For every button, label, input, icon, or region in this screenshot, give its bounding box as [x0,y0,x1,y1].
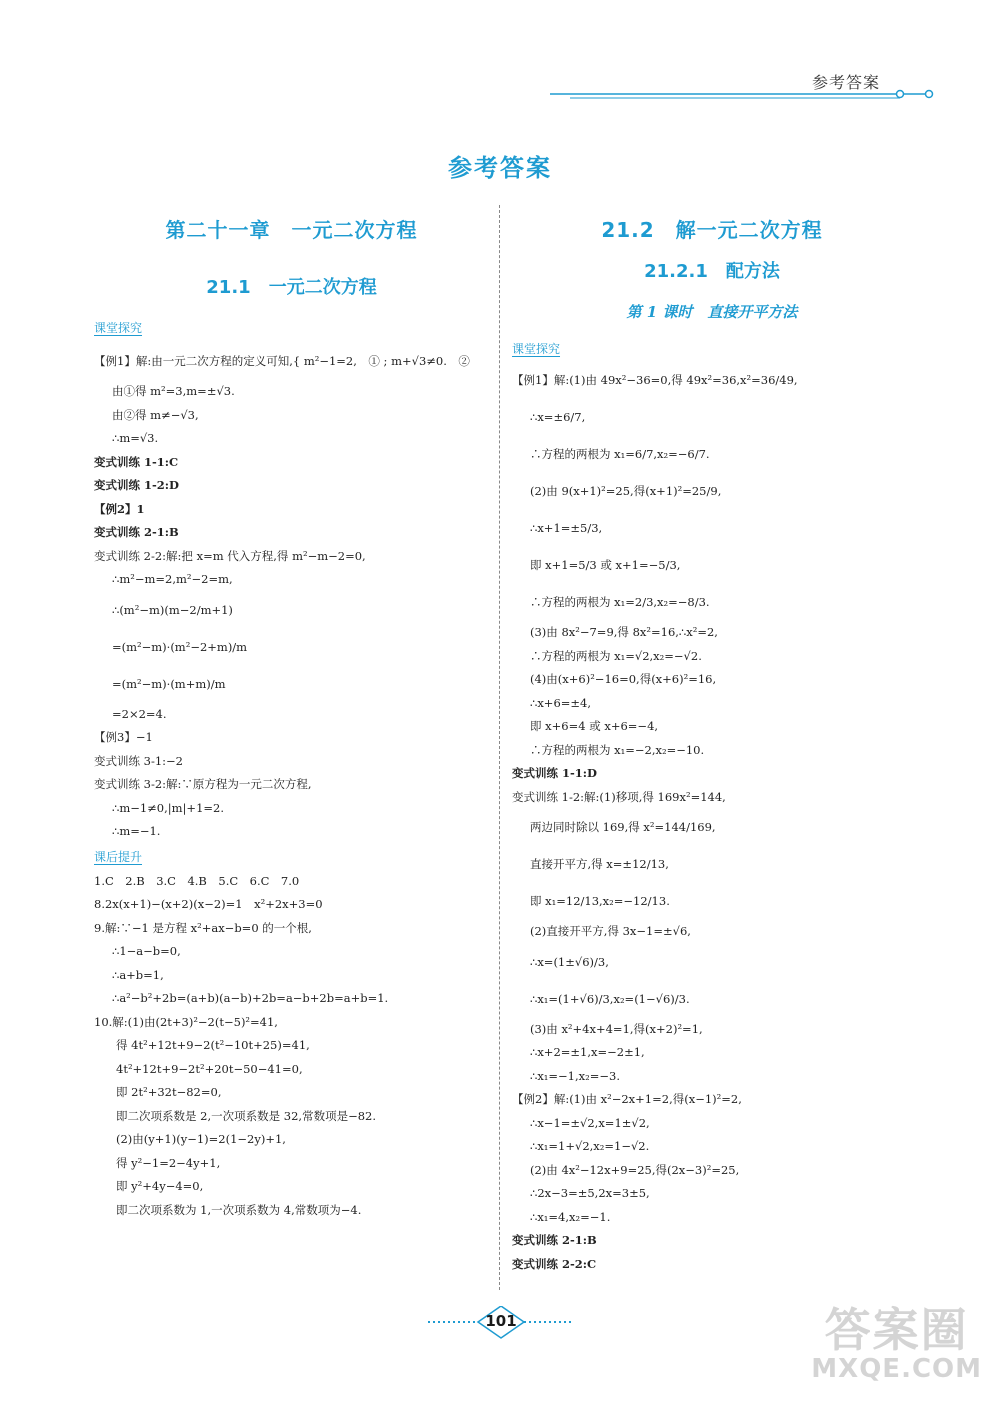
answer-line: ∴方程的两根为 x₁=−2,x₂=−10. [530,742,705,757]
answer-block [94,343,489,844]
answer-line: =(m²−m)·(m²−2+m)/m [112,639,248,654]
chapter-title: 第二十一章 一元二次方程 [165,218,418,242]
watermark-logo [811,1305,982,1383]
section-title: 21.2 解一元二次方程 [601,218,823,242]
answer-line: 得 y²−1=2−4y+1, [116,1155,221,1170]
answer-line: 得 4t²+12t+9−2(t²−10t+25)=41, [116,1038,310,1052]
answer-line: 【例1】解:由一元二次方程的定义可知,{ m²−1=2, ① ; m+√3≠0. ② [94,354,470,368]
answer-line: 4t²+12t+9−2t²+20t−50−41=0, [116,1061,303,1076]
answer-line: ∴方程的两根为 x₁=√2,x₂=−√2. [530,648,702,663]
answer-line: 由①得 m²=3,m=±√3. [112,384,235,398]
header-label: 参考答案 [812,73,881,92]
answer-line: 两边同时除以 169,得 x²=144/169, [530,820,716,834]
answer-line: 10.解:(1)由(2t+3)²−2(t−5)²=41, [94,1014,278,1029]
answer-line: 直接开平方,得 x=±12/13, [530,857,669,871]
subsection-title: 21.2.1 配方法 [644,261,780,282]
answer-line: ∴x−1=±√2,x=1±√2, [530,1115,650,1130]
watermark-line1: 答案圈 [824,1303,969,1357]
answer-block [512,362,912,1276]
answer-line: 即 x₁=12/13,x₂=−12/13. [530,894,670,908]
page-number: 101 [485,1312,517,1330]
answer-line: (2)由 4x²−12x+9=25,得(2x−3)²=25, [530,1162,740,1177]
answer-line: 变式训练 2-2:C [512,1256,597,1271]
answer-line: 变式训练 2-2:解:把 x=m 代入方程,得 m²−m−2=0, [94,548,366,563]
answer-line: 8.2x(x+1)−(x+2)(x−2)=1 x²+2x+3=0 [94,897,323,911]
column-divider [499,205,500,1290]
answer-line: ∴x+1=±5/3, [530,521,603,535]
section-label-classroom: 课堂探究 [512,342,561,356]
answer-line: ∴x₁=1+√2,x₂=1−√2. [530,1139,650,1153]
answer-line: ∴a²−b²+2b=(a+b)(a−b)+2b=a−b+2b=a+b=1. [112,991,389,1005]
answer-line: (3)由 8x²−7=9,得 8x²=16,∴x²=2, [530,625,718,639]
answer-line: (2)直接开平方,得 3x−1=±√6, [530,924,691,938]
right-column [512,210,912,1276]
answer-line: ∴m²−m=2,m²−2=m, [112,572,233,586]
page-title: 参考答案 [448,154,552,182]
answer-line: ∴x₁=4,x₂=−1. [530,1209,611,1224]
answer-line: 【例3】−1 [94,730,153,744]
answer-line: 【例1】解:(1)由 49x²−36=0,得 49x²=36,x²=36/49, [512,373,798,387]
answer-line: 变式训练 1-2:解:(1)移项,得 169x²=144, [512,789,726,804]
answer-line: ∴1−a−b=0, [112,944,181,958]
answer-line: 变式训练 1-2:D [94,478,179,492]
answer-line: 即二次项系数是 2,一次项系数是 32,常数项是−82. [116,1108,376,1123]
answer-line: 【例2】1 [94,501,145,516]
answer-line: ∴方程的两根为 x₁=6/7,x₂=−6/7. [530,447,710,461]
answer-line: ∴m=√3. [112,431,159,445]
answer-line: 即 x+1=5/3 或 x+1=−5/3, [530,558,681,572]
answer-line: 即二次项系数为 1,一次项系数为 4,常数项为−4. [116,1202,362,1217]
answer-line: ∴m−1≠0,|m|+1=2. [112,800,224,815]
answer-line: ∴x+6=±4, [530,695,591,710]
answer-line: 变式训练 2-1:B [512,1233,597,1247]
answer-line: ∴x=±6/7, [530,410,586,424]
answer-line: 9.解:∵−1 是方程 x²+ax−b=0 的一个根, [94,920,312,935]
answer-line: 【例2】解:(1)由 x²−2x+1=2,得(x−1)²=2, [512,1092,742,1106]
section-title: 21.1 一元二次方程 [206,277,377,298]
answer-line: ∴x=(1±√6)/3, [530,954,609,969]
answer-line: 即 y²+4y−4=0, [116,1179,204,1193]
header-decor-line [540,84,940,108]
answer-line: 即 2t²+32t−82=0, [116,1085,222,1099]
answer-block [94,870,489,1223]
answer-line: 变式训练 1-1:D [512,766,597,780]
answer-line: (3)由 x²+4x+4=1,得(x+2)²=1, [530,1021,703,1036]
answer-line: (2)由(y+1)(y−1)=2(1−2y)+1, [116,1132,286,1146]
answer-line: ∴x₁=−1,x₂=−3. [530,1068,620,1083]
answer-line: ∴a+b=1, [112,967,164,982]
answer-line: =(m²−m)·(m+m)/m [112,676,226,691]
answer-line: 变式训练 3-2:解:∵原方程为一元二次方程, [94,777,312,791]
section-label-classroom: 课堂探究 [94,321,143,335]
answer-line: ∴(m²−m)(m−2/m+1) [112,602,233,617]
answer-line: 变式训练 2-1:B [94,525,179,539]
left-column [94,210,489,1222]
answer-line: =2×2=4. [112,706,167,721]
lesson-title: 第 1 课时 直接开平方法 [626,303,798,321]
answer-line: 变式训练 1-1:C [94,454,179,469]
answer-line: ∴x₁=(1+√6)/3,x₂=(1−√6)/3. [530,991,690,1006]
answer-line: ∴2x−3=±5,2x=3±5, [530,1186,650,1200]
answer-line: ∴x+2=±1,x=−2±1, [530,1045,645,1059]
answer-line: (4)由(x+6)²−16=0,得(x+6)²=16, [530,672,717,686]
section-label-after-class: 课后提升 [94,849,143,864]
answer-line: (2)由 9(x+1)²=25,得(x+1)²=25/9, [530,484,722,498]
answer-line: 1.C 2.B 3.C 4.B 5.C 6.C 7.0 [94,873,300,888]
answer-line: 变式训练 3-1:−2 [94,753,184,768]
answer-line: 由②得 m≠−√3, [112,407,199,422]
watermark-line2: MXQE.COM [811,1354,982,1384]
answer-line: ∴方程的两根为 x₁=2/3,x₂=−8/3. [530,595,710,609]
answer-line: ∴m=−1. [112,824,161,838]
answer-line: 即 x+6=4 或 x+6=−4, [530,719,659,733]
